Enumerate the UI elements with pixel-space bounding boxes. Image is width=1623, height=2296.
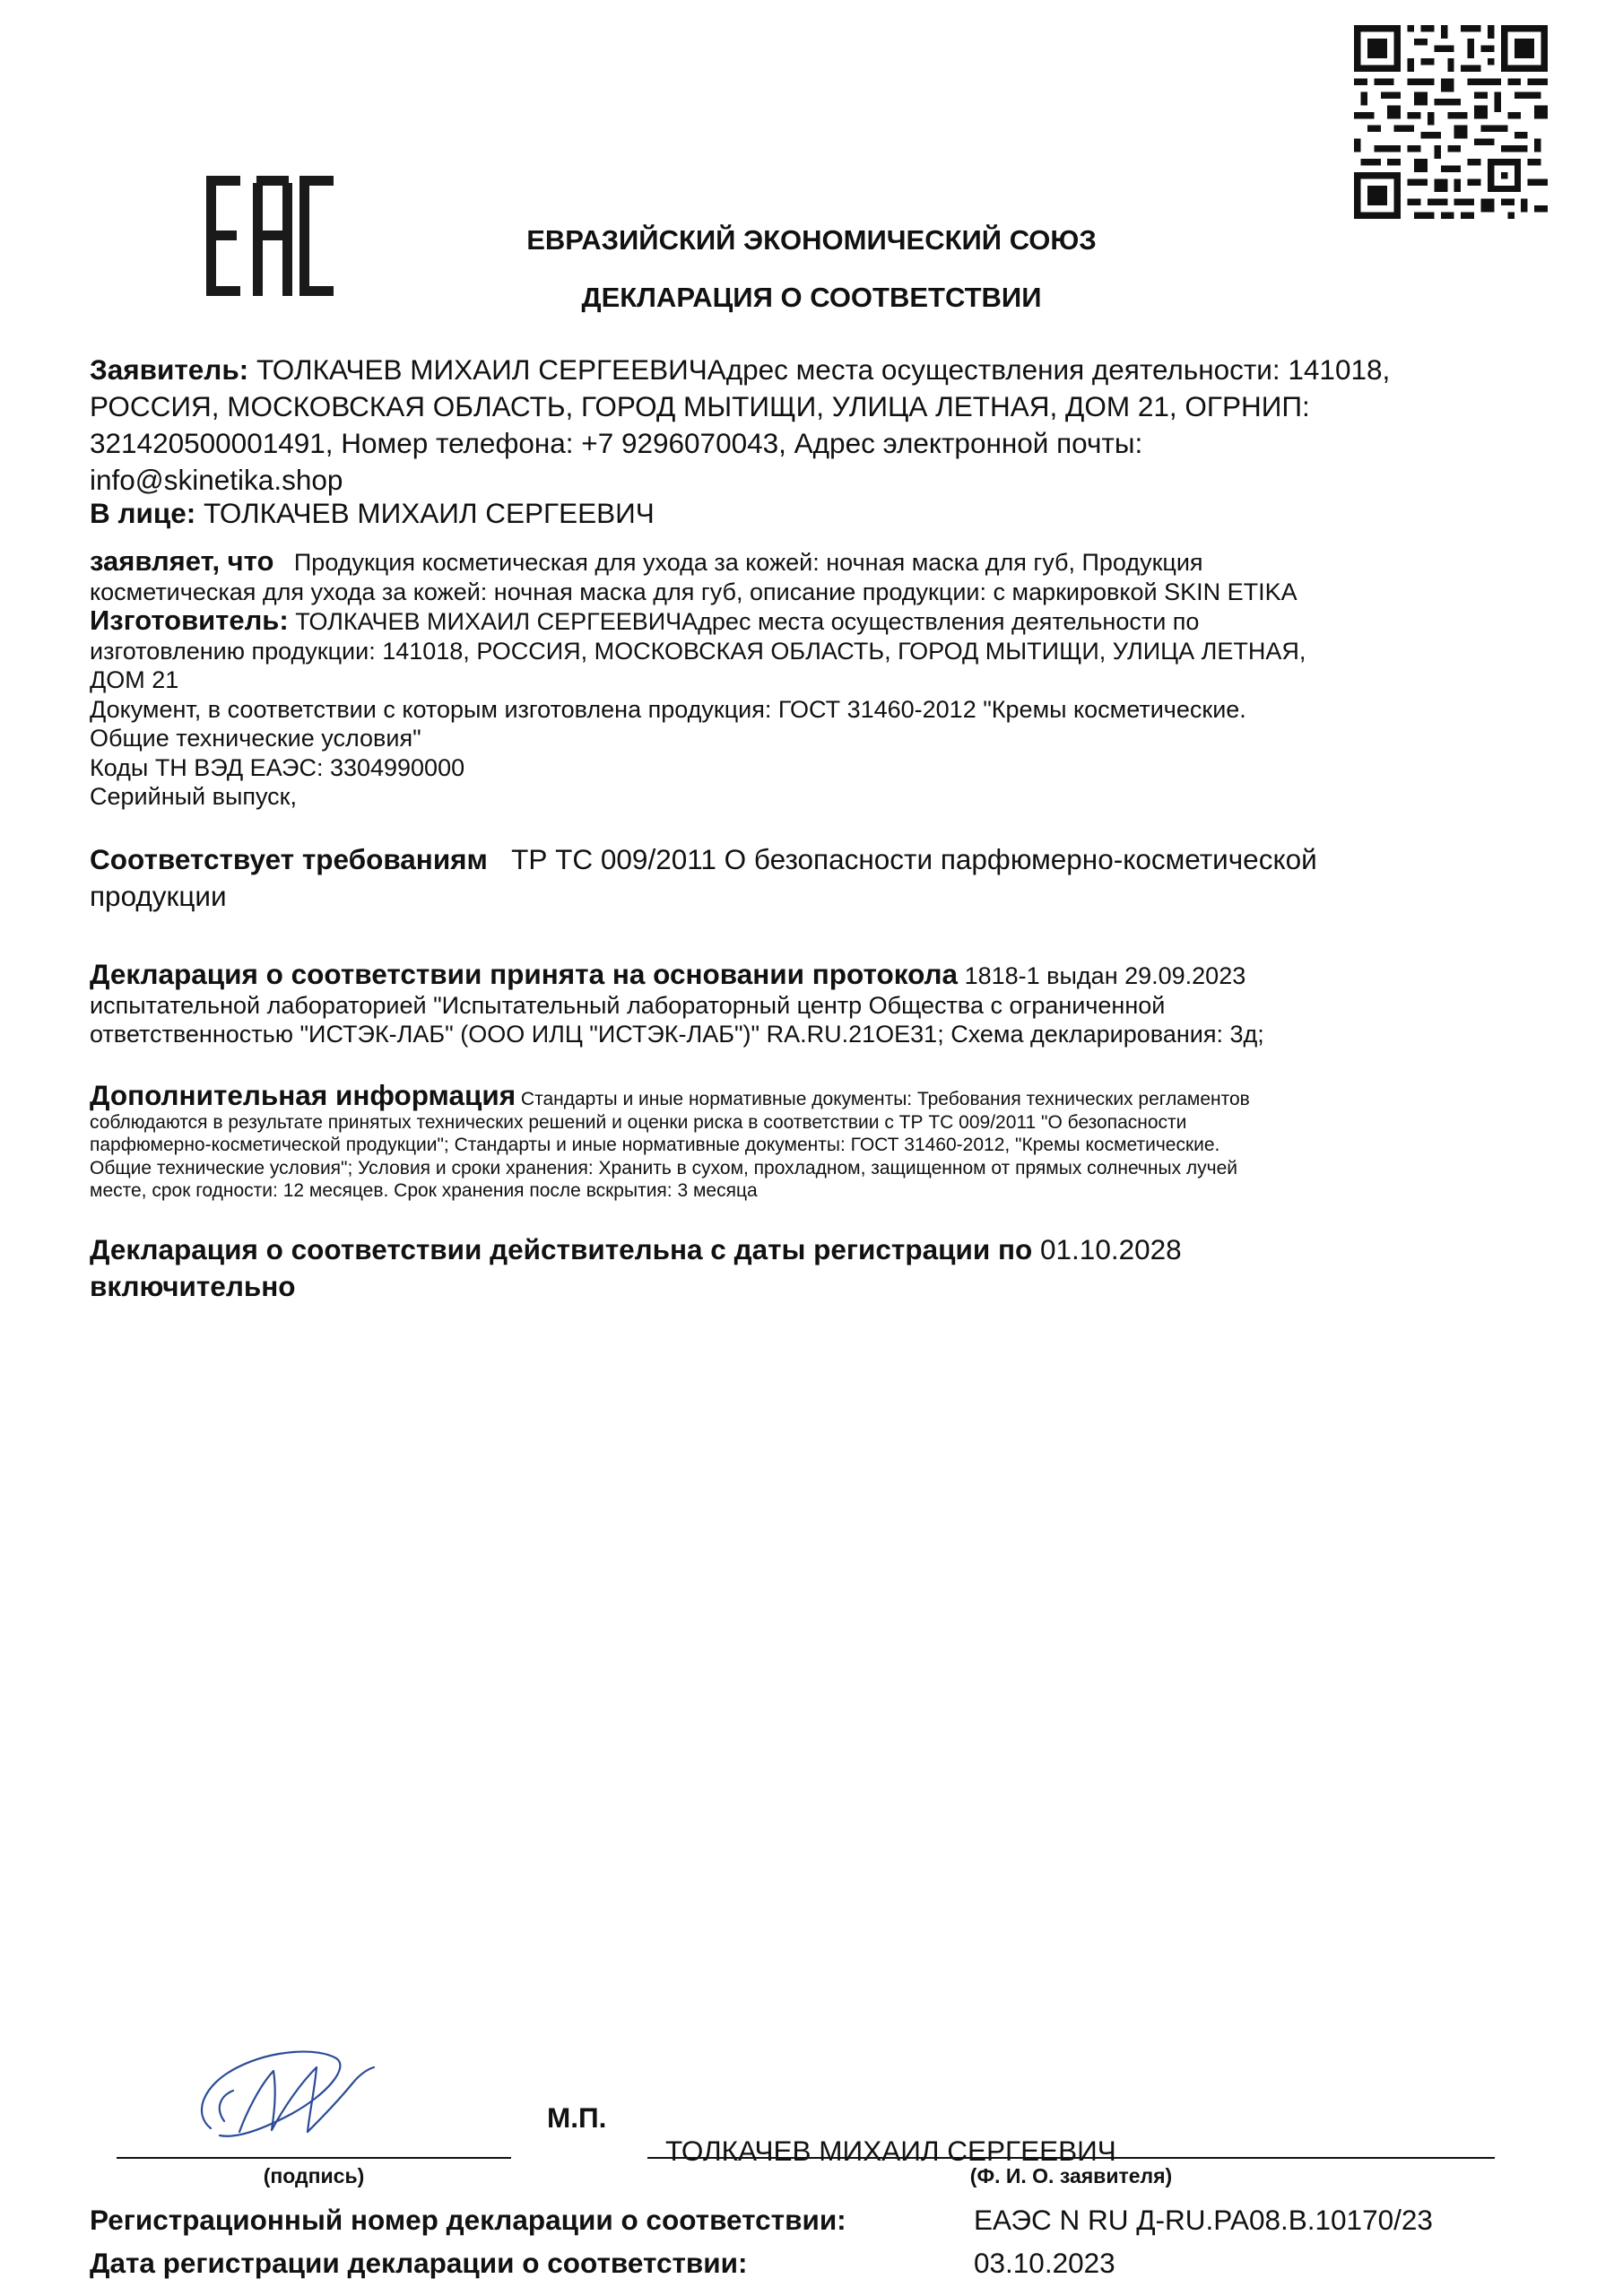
qr-code <box>1354 25 1548 219</box>
compliance-line-2: продукции <box>90 880 227 912</box>
person-label: В лице: <box>90 497 196 529</box>
additional-line-4: Общие технические условия"; Условия и сроки хранения: Хранить в сухом, прохладном, защищенном от прямых солнечных лучей <box>90 1157 1238 1178</box>
codes-line: Коды ТН ВЭД ЕАЭС: 3304990000 <box>90 753 465 781</box>
signature-caption: (подпись) <box>263 2164 365 2187</box>
compliance-section <box>90 841 1569 915</box>
validity-line-1 <box>90 1231 1569 1268</box>
additional-label: Дополнительная информация <box>90 1079 516 1111</box>
compliance-line-1: Соответствует требованиям ТР ТС 009/2011 О безопасности парфюмерно-косметической <box>90 843 1317 875</box>
signature-line <box>117 2157 511 2159</box>
manufacturer-line-3: ДОМ 21 <box>90 666 179 693</box>
stamp-label: М.П. <box>547 2101 607 2134</box>
registration-date-value: 03.10.2023 <box>974 2247 1115 2279</box>
applicant-line-4: info@skinetika.shop <box>90 464 343 496</box>
basis-label: Декларация о соответствии принята на основании протокола <box>90 958 959 990</box>
registration-number-value: ЕАЭС N RU Д-RU.PA08.B.10170/23 <box>974 2204 1433 2236</box>
applicant-line-1: Заявитель: ТОЛКАЧЕВ МИХАИЛ СЕРГЕЕВИЧАдрес места осуществления деятельности: 141018, <box>90 353 1391 386</box>
product-doc-line-2: Общие технические условия" <box>90 725 421 752</box>
person-value: ТОЛКАЧЕВ МИХАИЛ СЕРГЕЕВИЧ <box>204 497 655 529</box>
validity-date: 01.10.2028 <box>1040 1233 1182 1265</box>
validity-line-2: включительно <box>90 1270 296 1302</box>
declares-line-1: заявляет, что Продукция косметическая для ухода за кожей: ночная маска для губ, Продукция <box>90 545 1203 577</box>
basis-section <box>90 960 1569 1049</box>
manufacturer-line-2: изготовлению продукции: 141018, РОССИЯ, МОСКОВСКАЯ ОБЛАСТЬ, ГОРОД МЫТИЩИ, УЛИЦА ЛЕТНАЯ, <box>90 637 1306 665</box>
additional-section <box>90 1080 1569 1203</box>
manufacturer-line-1: Изготовитель: ТОЛКАЧЕВ МИХАИЛ СЕРГЕЕВИЧАдрес места осуществления деятельности по <box>90 604 1200 636</box>
signer-name: ТОЛКАЧЕВ МИХАИЛ СЕРГЕЕВИЧ <box>665 2135 1116 2167</box>
additional-line-5: месте, срок годности: 12 месяцев. Срок хранения после вскрытия: 3 месяца <box>90 1180 758 1201</box>
registration-date-label: Дата регистрации декларации о соответствии: <box>90 2247 748 2279</box>
additional-line-3: парфюмерно-косметической продукции"; Стандарты и иные нормативные документы: ГОСТ 31460-2012, "Кремы косметические. <box>90 1135 1220 1155</box>
additional-line-1: Дополнительная информация Стандарты и иные нормативные документы: Требования технических регламентов <box>90 1079 1250 1111</box>
name-line <box>647 2157 1495 2159</box>
basis-line-2: испытательной лабораторией "Испытательный лабораторный центр Общества с ограниченной <box>90 991 1166 1019</box>
manufacturer-label: Изготовитель: <box>90 604 289 636</box>
applicant-line-3: 321420500001491, Номер телефона: +7 9296070043, Адрес электронной почты: <box>90 427 1143 459</box>
declares-section <box>90 547 1569 812</box>
basis-line-3: ответственностью "ИСТЭК-ЛАБ" (ООО ИЛЦ "ИСТЭК-ЛАБ")" RA.RU.21ОЕ31; Схема декларирования: 3д; <box>90 1021 1264 1048</box>
union-title: ЕВРАЗИЙСКИЙ ЭКОНОМИЧЕСКИЙ СОЮЗ <box>526 224 1097 256</box>
registration-number-label: Регистрационный номер декларации о соответствии: <box>90 2204 846 2236</box>
declares-label: заявляет, что <box>90 545 274 577</box>
signature-scribble <box>184 2031 381 2157</box>
name-caption: (Ф. И. О. заявителя) <box>969 2164 1173 2187</box>
product-doc-line-1: Документ, в соответствии с которым изготовлена продукция: ГОСТ 31460-2012 "Кремы косметические. <box>90 695 1246 723</box>
applicant-section <box>90 352 1569 499</box>
basis-line-1: Декларация о соответствии принята на основании протокола 1818-1 выдан 29.09.2023 <box>90 958 1246 990</box>
validity-label: Декларация о соответствии действительна с даты регистрации по <box>90 1233 1033 1265</box>
validity-section <box>90 1231 1569 1305</box>
person-line <box>90 495 1569 532</box>
applicant-label: Заявитель: <box>90 353 249 386</box>
document-title: ДЕКЛАРАЦИЯ О СООТВЕТСТВИИ <box>581 282 1042 313</box>
serial-line: Серийный выпуск, <box>90 783 297 810</box>
declares-line-2: косметическая для ухода за кожей: ночная маска для губ, описание продукции: с маркировкой SKIN ETIKA <box>90 578 1298 605</box>
additional-line-2: соблюдаются в результате принятых технических решений и оценки риска в соответствии с ТР ТС 009/2011 "О безопасности <box>90 1111 1187 1133</box>
applicant-line-2: РОССИЯ, МОСКОВСКАЯ ОБЛАСТЬ, ГОРОД МЫТИЩИ, УЛИЦА ЛЕТНАЯ, ДОМ 21, ОГРНИП: <box>90 390 1310 422</box>
compliance-label: Соответствует требованиям <box>90 843 488 875</box>
